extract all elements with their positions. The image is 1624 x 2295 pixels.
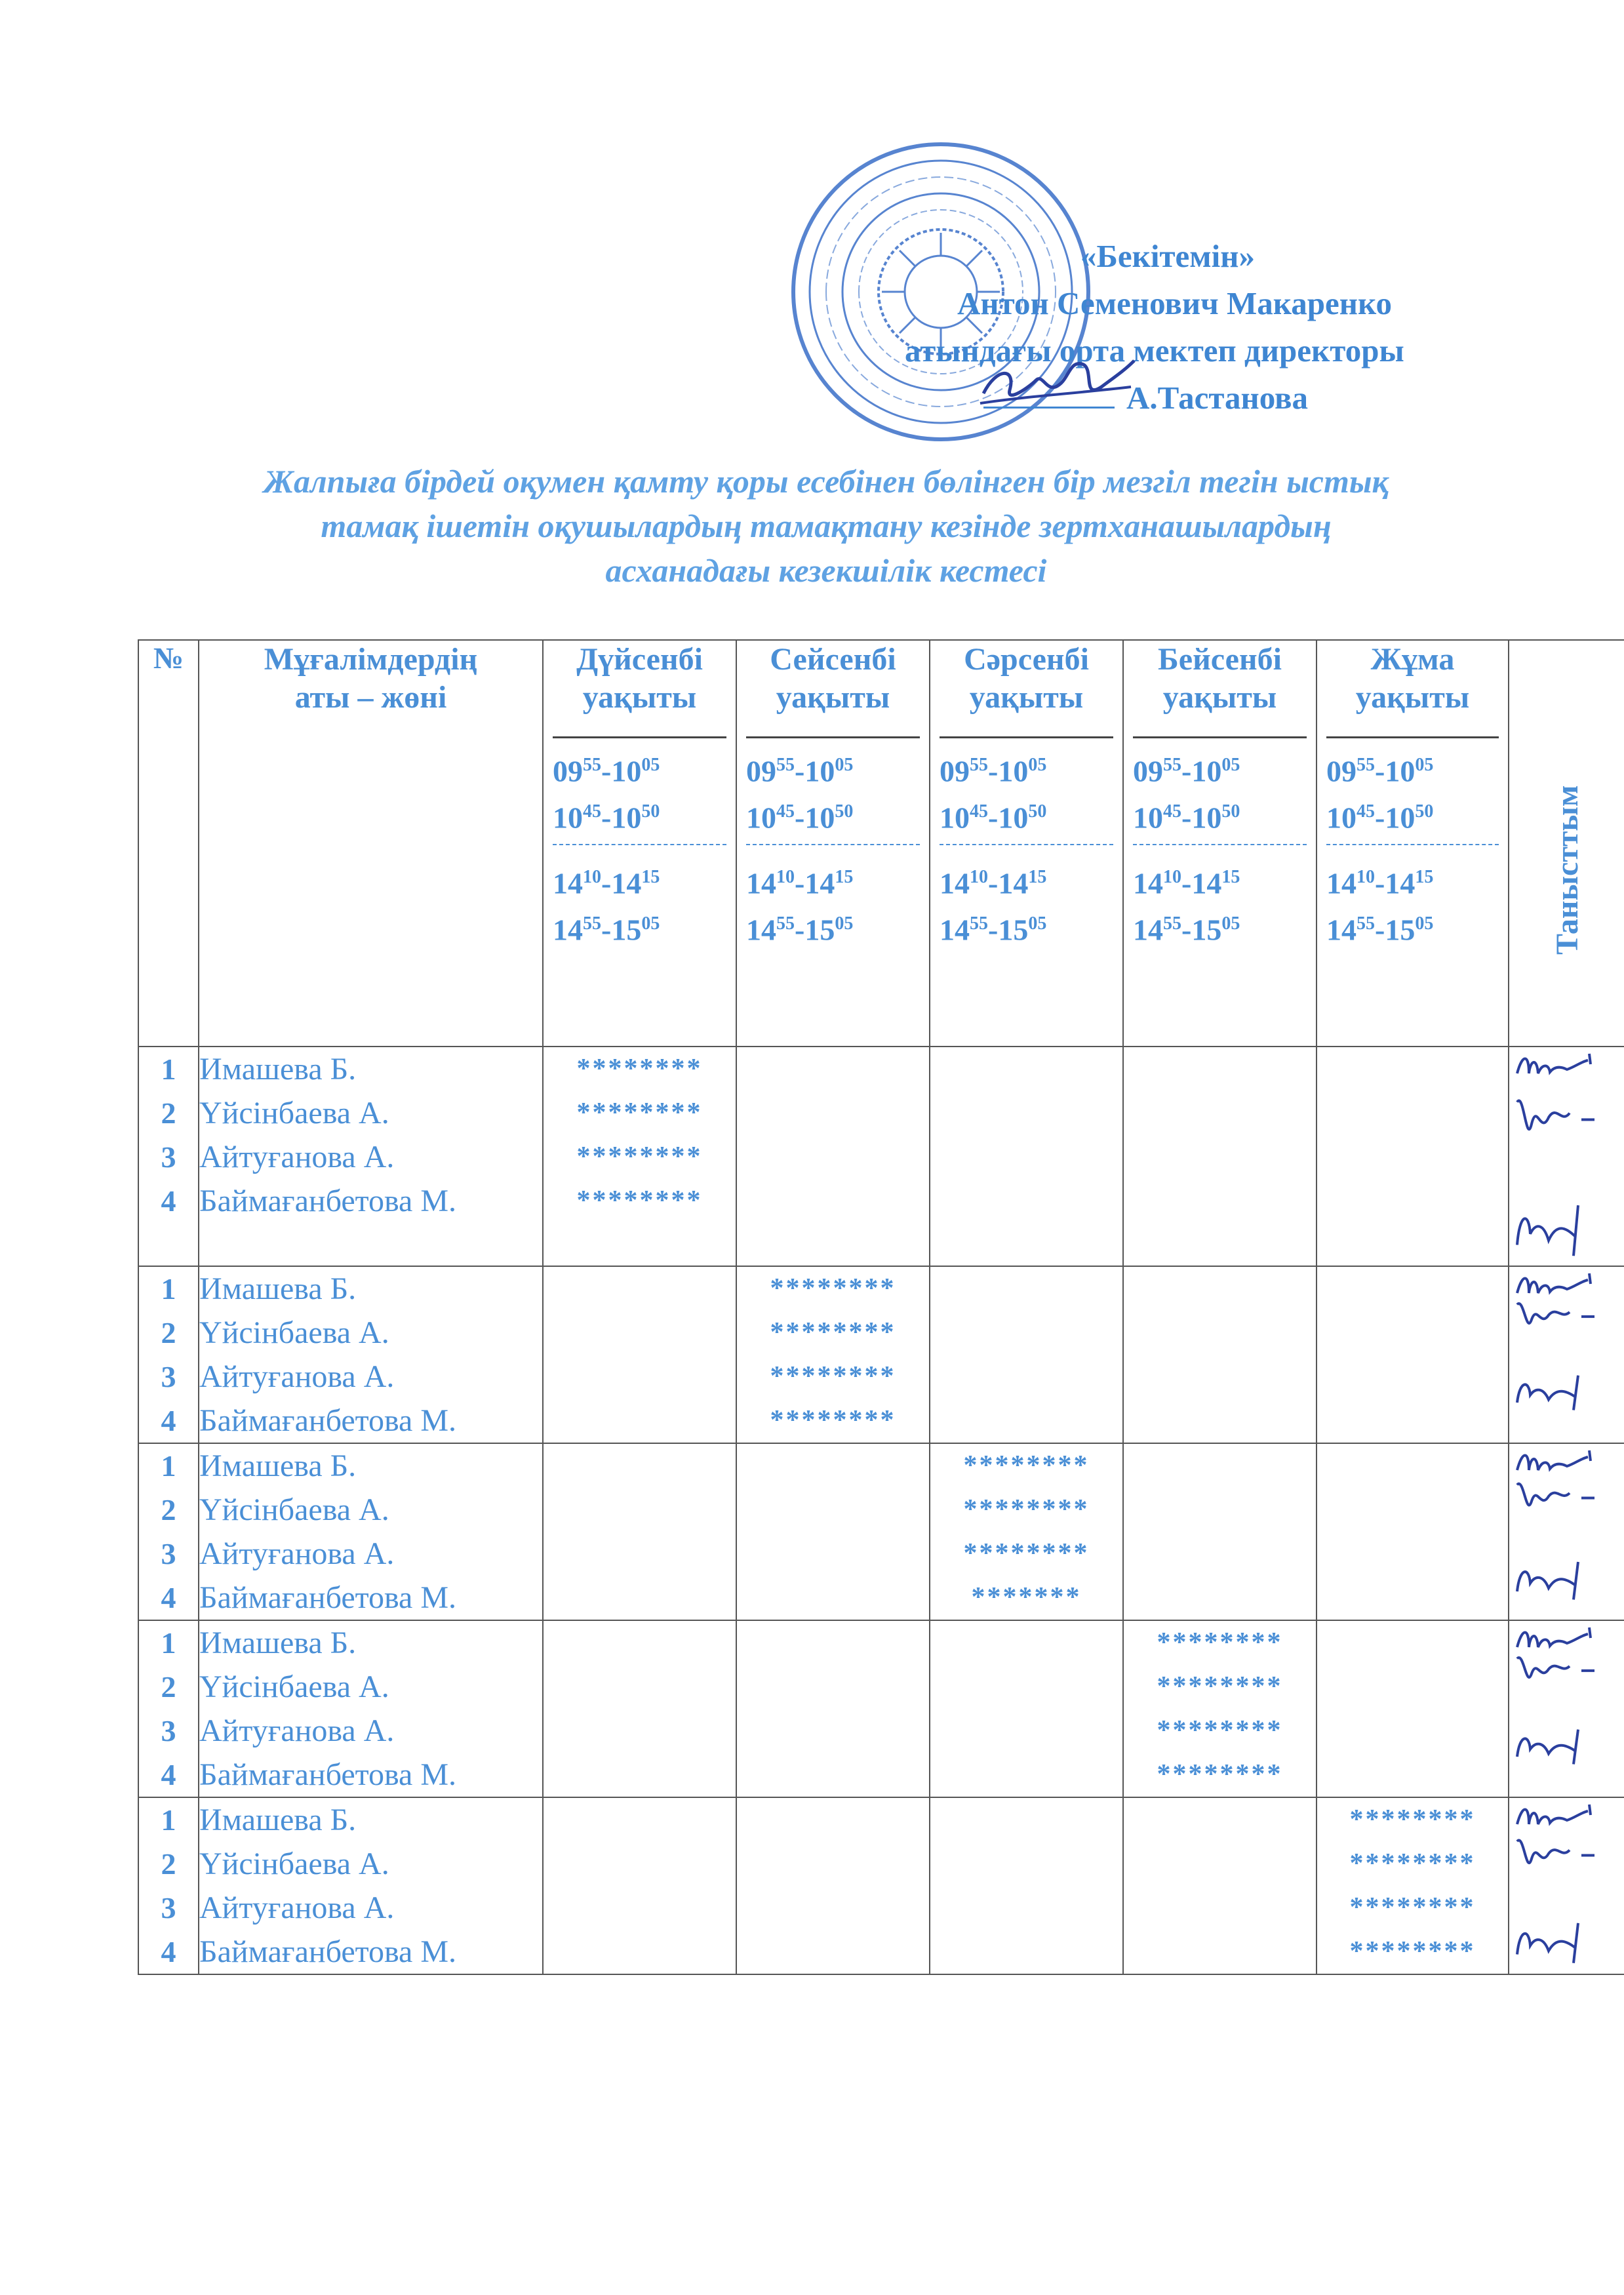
- handwritten-signatures: [1509, 1047, 1624, 1266]
- duty-cell-thu: [1123, 1047, 1317, 1266]
- duty-mark: ********: [770, 1273, 896, 1304]
- duty-cell-fri: [1317, 1797, 1509, 1974]
- row-number: 2: [161, 1670, 176, 1704]
- row-number: 2: [161, 1316, 176, 1349]
- duty-mark: *******: [971, 1582, 1082, 1612]
- teacher-name: Айтуғанова А.: [199, 1140, 395, 1174]
- row-number: 3: [161, 1537, 176, 1570]
- day-name: Жұма: [1370, 642, 1455, 677]
- teacher-name: Үйсінбаева А.: [199, 1669, 389, 1704]
- teacher-name: Айтуғанова А.: [199, 1359, 395, 1394]
- teacher-names: [199, 1047, 543, 1266]
- row-number: 1: [161, 1052, 176, 1086]
- teacher-names: [199, 1797, 543, 1974]
- duty-cell-mon: [543, 1047, 736, 1266]
- day-name: Дүйсенбі: [576, 642, 703, 677]
- duty-schedule-table: [138, 639, 1624, 1975]
- teacher-name: Айтуғанова А.: [199, 1890, 395, 1925]
- row-numbers: [138, 1797, 199, 1974]
- time-slots: $09^{55}-10^{05}$ $10^{45}-10^{50}$ $14^{10}-14^{15}$ $14^{55}-15^{05}$: [940, 736, 1113, 950]
- day-time-label: уақыты: [582, 680, 697, 715]
- title-line-2: тамақ ішетін оқушылардың тамақтану кезінде зертханашылардың: [321, 508, 1332, 544]
- teacher-name: Баймағанбетова М.: [199, 1757, 457, 1792]
- duty-cell-mon: [543, 1266, 736, 1443]
- duty-mark: ********: [576, 1186, 703, 1216]
- handwritten-signatures: [1509, 1798, 1624, 1972]
- duty-mark: ********: [576, 1098, 703, 1128]
- acknowledgement-signatures: [1509, 1620, 1624, 1797]
- header-wednesday: [930, 640, 1123, 1047]
- teacher-name: Имашева Б.: [199, 1626, 357, 1660]
- document-title: [118, 459, 1534, 593]
- duty-mark: ********: [1157, 1671, 1283, 1702]
- duty-cell-wed: [930, 1620, 1123, 1797]
- time-slots: $09^{55}-10^{05}$ $10^{45}-10^{50}$ $14^{10}-14^{15}$ $14^{55}-15^{05}$: [746, 736, 920, 950]
- duty-cell-tue: [736, 1443, 930, 1620]
- duty-mark: ********: [576, 1054, 703, 1084]
- row-number: 3: [161, 1714, 176, 1747]
- day-time-label: уақыты: [1162, 680, 1277, 715]
- duty-cell-fri: [1317, 1047, 1509, 1266]
- row-number: 1: [161, 1803, 176, 1837]
- handwritten-signatures: [1509, 1621, 1624, 1772]
- duty-cell-thu: [1123, 1620, 1317, 1797]
- teacher-name: Имашева Б.: [199, 1052, 357, 1087]
- duty-mark: ********: [1157, 1759, 1283, 1789]
- teacher-name: Үйсінбаева А.: [199, 1846, 389, 1881]
- header-tuesday: [736, 640, 930, 1047]
- row-numbers: [138, 1047, 199, 1266]
- director-name: А.Тастанова: [1126, 380, 1308, 416]
- duty-mark: ********: [1349, 1848, 1476, 1879]
- row-number: 4: [161, 1184, 176, 1218]
- time-slots: $09^{55}-10^{05}$ $10^{45}-10^{50}$ $14^{10}-14^{15}$ $14^{55}-15^{05}$: [1133, 736, 1307, 950]
- header-teachers: [199, 640, 543, 1047]
- teacher-name: Имашева Б.: [199, 1803, 357, 1837]
- header-acknowledged: [1509, 640, 1624, 1047]
- teacher-name: Айтуғанова А.: [199, 1713, 395, 1748]
- day-time-label: уақыты: [969, 680, 1084, 715]
- duty-mark: ********: [1349, 1936, 1476, 1966]
- acknowledgement-signatures: [1509, 1443, 1624, 1620]
- row-number: 4: [161, 1581, 176, 1614]
- duty-cell-mon: [543, 1443, 736, 1620]
- row-number: 3: [161, 1140, 176, 1174]
- approval-line-1: «Бекітемін»: [1080, 238, 1256, 274]
- row-number: 2: [161, 1493, 176, 1527]
- handwritten-signatures: [1509, 1444, 1624, 1608]
- teacher-names: [199, 1443, 543, 1620]
- teacher-name: Имашева Б.: [199, 1448, 357, 1483]
- duty-mark: ********: [963, 1494, 1090, 1525]
- teacher-names: [199, 1620, 543, 1797]
- acknowledgement-signatures: [1509, 1266, 1624, 1443]
- teacher-name: Баймағанбетова М.: [199, 1934, 457, 1969]
- row-numbers: [138, 1443, 199, 1620]
- duty-cell-wed: [930, 1266, 1123, 1443]
- duty-mark: ********: [576, 1142, 703, 1172]
- duty-cell-thu: [1123, 1266, 1317, 1443]
- handwritten-signatures: [1509, 1267, 1624, 1418]
- teacher-name: Үйсінбаева А.: [199, 1492, 389, 1527]
- header-number: №: [138, 640, 199, 1047]
- teacher-name: Баймағанбетова М.: [199, 1403, 457, 1438]
- day-time-label: уақыты: [1355, 680, 1470, 715]
- duty-cell-wed: [930, 1047, 1123, 1266]
- teacher-name: Баймағанбетова М.: [199, 1580, 457, 1615]
- duty-group-row: [138, 1266, 1624, 1443]
- row-number: 1: [161, 1626, 176, 1660]
- duty-cell-thu: [1123, 1797, 1317, 1974]
- row-numbers: [138, 1620, 199, 1797]
- acknowledgement-signatures: [1509, 1047, 1624, 1266]
- duty-cell-tue: [736, 1797, 930, 1974]
- day-time-label: уақыты: [776, 680, 890, 715]
- duty-mark: ********: [1157, 1715, 1283, 1746]
- row-number: 1: [161, 1449, 176, 1483]
- duty-cell-wed: [930, 1797, 1123, 1974]
- header-teachers-line2: аты – жөні: [294, 680, 447, 715]
- duty-mark: ********: [1157, 1627, 1283, 1658]
- header-friday: [1317, 640, 1509, 1047]
- row-number: 2: [161, 1847, 176, 1881]
- teacher-names: [199, 1266, 543, 1443]
- duty-cell-tue: [736, 1047, 930, 1266]
- duty-cell-thu: [1123, 1443, 1317, 1620]
- title-line-3: асханадағы кезекшілік кестесі: [605, 552, 1047, 589]
- duty-cell-fri: [1317, 1620, 1509, 1797]
- duty-mark: ********: [963, 1450, 1090, 1481]
- duty-cell-fri: [1317, 1443, 1509, 1620]
- teacher-name: Имашева Б.: [199, 1271, 357, 1306]
- teacher-name: Айтуғанова А.: [199, 1536, 395, 1571]
- teacher-name: Үйсінбаева А.: [199, 1096, 389, 1130]
- duty-mark: ********: [770, 1317, 896, 1347]
- row-number: 4: [161, 1404, 176, 1437]
- header-thursday: [1123, 640, 1317, 1047]
- duty-cell-wed: [930, 1443, 1123, 1620]
- row-number: 3: [161, 1360, 176, 1393]
- row-numbers: [138, 1266, 199, 1443]
- duty-group-row: [138, 1797, 1624, 1974]
- duty-group-row: [138, 1443, 1624, 1620]
- approval-line-2: Антон Семенович Макаренко: [957, 285, 1393, 321]
- duty-cell-tue: [736, 1266, 930, 1443]
- teacher-name: Үйсінбаева А.: [199, 1315, 389, 1350]
- row-number: 1: [161, 1272, 176, 1306]
- header-row: [138, 640, 1624, 1047]
- day-name: Сейсенбі: [770, 642, 896, 677]
- header-monday: [543, 640, 736, 1047]
- acknowledged-label: Танысттым: [1549, 785, 1585, 955]
- duty-mark: ********: [963, 1538, 1090, 1568]
- duty-group-row: [138, 1620, 1624, 1797]
- row-number: 3: [161, 1891, 176, 1925]
- duty-mark: ********: [1349, 1892, 1476, 1923]
- header-teachers-line1: Мұғалімдердің: [264, 642, 478, 677]
- row-number: 4: [161, 1935, 176, 1968]
- approval-line-3: атындағы орта мектеп директоры: [905, 332, 1404, 369]
- duty-mark: ********: [1349, 1805, 1476, 1835]
- title-line-1: Жалпыға бірдей оқумен қамту қоры есебінен бөлінген бір мезгіл тегін ыстық: [264, 463, 1389, 500]
- duty-cell-fri: [1317, 1266, 1509, 1443]
- duty-group-row: [138, 1047, 1624, 1266]
- duty-mark: ********: [770, 1405, 896, 1435]
- duty-cell-mon: [543, 1797, 736, 1974]
- day-name: Бейсенбі: [1158, 642, 1282, 677]
- row-number: 4: [161, 1758, 176, 1791]
- row-number: 2: [161, 1096, 176, 1130]
- duty-cell-mon: [543, 1620, 736, 1797]
- teacher-name: Баймағанбетова М.: [199, 1184, 457, 1218]
- day-name: Сәрсенбі: [964, 642, 1089, 677]
- duty-cell-tue: [736, 1620, 930, 1797]
- time-slots: $09^{55}-10^{05}$ $10^{45}-10^{50}$ $14^{10}-14^{15}$ $14^{55}-15^{05}$: [553, 736, 726, 950]
- acknowledgement-signatures: [1509, 1797, 1624, 1974]
- duty-mark: ********: [770, 1361, 896, 1391]
- director-signature: [970, 341, 1141, 420]
- time-slots: $09^{55}-10^{05}$ $10^{45}-10^{50}$ $14^{10}-14^{15}$ $14^{55}-15^{05}$: [1326, 736, 1499, 950]
